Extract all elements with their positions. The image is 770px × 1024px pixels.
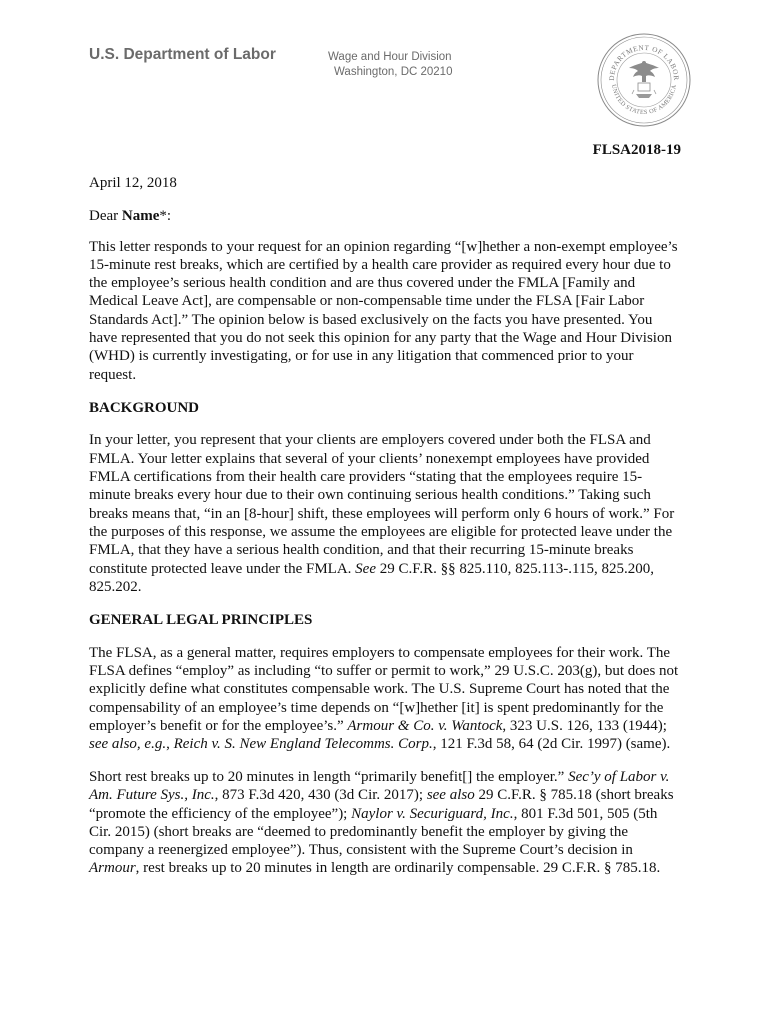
general-p1-text-c: ,	[166, 736, 174, 753]
salutation-prefix: Dear	[89, 208, 122, 225]
general-p1-text-b: , 323 U.S. 126, 133 (1944);	[502, 717, 667, 734]
document-number: FLSA2018-19	[592, 142, 681, 158]
see-also-signal-2: see also	[426, 787, 475, 804]
division-name: Wage and Hour Division	[328, 51, 452, 63]
letter-date: April 12, 2018	[89, 175, 177, 191]
salutation	[89, 207, 681, 225]
general-p2-text-e: , rest breaks up to 20 minutes in length are ordinarily compensable. 29 C.F.R. § 785.18.	[135, 860, 661, 877]
intro-paragraph: This letter responds to your request for an opinion regarding “[w]hether a non-exempt employee’s 15-minute rest breaks, which are certified by a health care provider as required every hour due to the employee’s serious health condition and are thus covered under the FMLA [Family and Medical Leave Act], are compensable or non-compensable time under the FLSA [Fair Labor Standards Act].” The opinion below is based exclusively on the facts you have presented. You have represented that you do not seek this opinion for any party that the Wage and Hour Division (WHD) is currently investigating, or for use in any litigation that commenced prior to your request.	[89, 238, 678, 383]
general-p1-text-a: The FLSA, as a general matter, requires employers to compensate employees for their work. The FLSA defines “employ” as including “to suffer or permit to work,” 29 U.S.C. 203(g), but does not explicitly define what constitutes compensable work. The U.S. Supreme Court has noted that the compensability of an employee’s time depends on “[w]hether [it] is spent predominantly for the employer’s benefit or for the employee’s.”	[89, 644, 679, 734]
general-p1-text-d: , 121 F.3d 58, 64 (2d Cir. 1997) (same).	[432, 736, 671, 753]
salutation-suffix: *:	[159, 208, 172, 225]
see-also-signal: see also, e.g.	[89, 736, 167, 753]
general-p2-text-d: , 801 F.3d 501, 505 (5th Cir. 2015) (short breaks are “deemed to predominantly benefit the employer by giving the company a reenergized employee”). Thus, consistent with the Supreme Court’s decision in	[89, 805, 658, 859]
letter-body	[89, 174, 681, 892]
general-p2-text-b: , 873 F.3d 420, 430 (3d Cir. 2017);	[214, 787, 427, 804]
department-seal-logo	[596, 32, 692, 128]
general-p2-text-c: 29 C.F.R. § 785.18 (short breaks “promote the efficiency of the employee”);	[89, 787, 674, 822]
background-heading: BACKGROUND	[89, 399, 200, 416]
division-address: Washington, DC 20210	[334, 66, 453, 78]
case-naylor: Naylor v. Securiguard, Inc.	[351, 805, 514, 822]
case-reich: Reich v. S. New England Telecomms. Corp.	[173, 736, 433, 753]
case-am-future: Sec’y of Labor v. Am. Future Sys., Inc.	[89, 768, 670, 804]
background-citation: 29 C.F.R. §§ 825.110, 825.113-.115, 825.200, 825.202.	[89, 560, 654, 595]
svg-text:DEPARTMENT OF LABOR: DEPARTMENT OF LABOR	[607, 43, 681, 82]
general-paragraph-2	[89, 768, 681, 878]
agency-name: U.S. Department of Labor	[89, 46, 276, 63]
case-armour: Armour & Co. v. Wantock	[347, 717, 503, 734]
general-p2-text-a: Short rest breaks up to 20 minutes in length “primarily benefit[] the employer.”	[89, 768, 569, 785]
general-principles-heading: GENERAL LEGAL PRINCIPLES	[89, 611, 313, 628]
division-block	[328, 50, 452, 80]
salutation-name: Name	[121, 208, 160, 225]
general-paragraph-1	[89, 644, 681, 754]
background-text: In your letter, you represent that your clients are employers covered under both the FLSA and FMLA. Your letter explains that several of your clients’ nonexempt employees have provided FMLA certifications from their health care providers “stating that the employees require 15-minute breaks every hour due to their own continuing serious health conditions.” Taking such breaks means that, “in an [8-hour] shift, these employees will perform only 6 hours of work.” For the purposes of this response, we assume the employees are eligible for protected leave under the FMLA, that they have a serious health condition, and that their recurring 15-minute breaks constitute protected leave under the FMLA.	[89, 432, 675, 577]
case-armour-short: Armour	[89, 860, 136, 877]
background-paragraph	[89, 431, 681, 596]
svg-text:UNITED STATES OF AMERICA: UNITED STATES OF AMERICA	[610, 83, 678, 117]
see-signal: See	[355, 560, 376, 577]
